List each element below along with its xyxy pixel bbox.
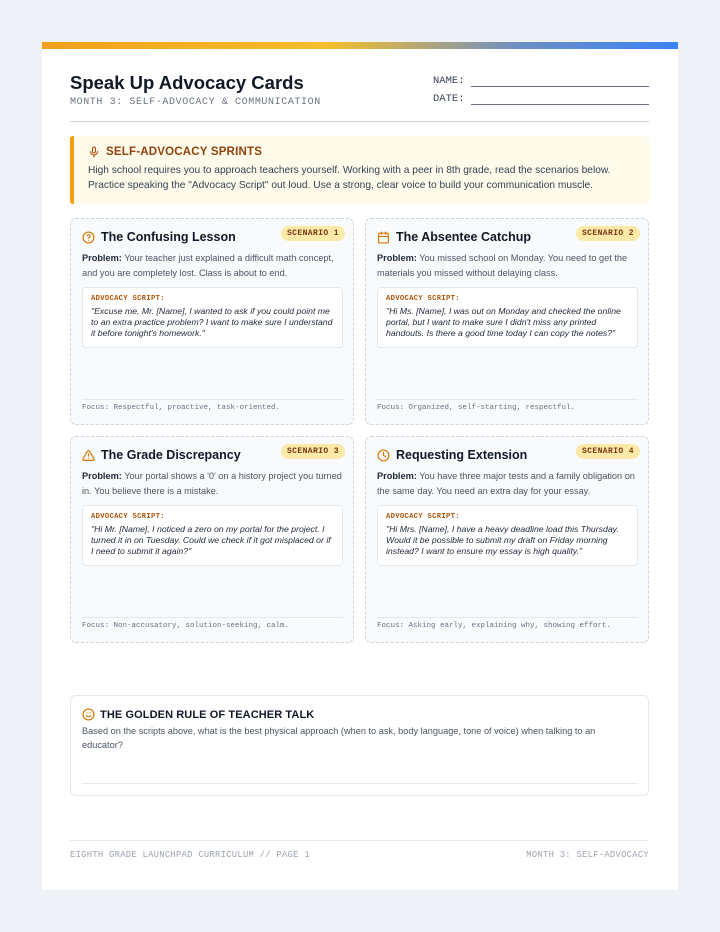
script-text: "Excuse me, Mr. [Name], I wanted to ask if you could point me to an extra practice problem? I want to make sure I understand it before tonight's homework." [91,306,333,338]
golden-rule-prompt: Based on the scripts above, what is the best physical approach (when to ask, body language, tone of voice) when talking to an educator? [82,726,596,750]
problem-label: Problem: [377,253,417,263]
footer-divider [70,840,649,841]
clock-icon [377,449,390,462]
scenario-card-3 [70,436,354,643]
microphone-icon [88,146,100,158]
scenario-card-4 [365,436,649,643]
card-title [377,230,531,244]
callout-text: High school requires you to approach teachers yourself. Working with a peer in 8th grade, read the scenarios below. Practice speaking the "Advocacy Script" out loud. Use a strong, clear voice to build your communication muscle. [88,165,611,191]
name-line[interactable] [471,77,649,87]
focus-text: Focus: Asking early, explaining why, showing effort. [377,622,612,630]
problem-text [82,469,344,499]
gradient-top-bar [42,42,678,49]
scenario-card-1 [70,218,354,425]
problem-label: Problem: [377,471,417,481]
card-title-text: The Grade Discrepancy [101,448,241,462]
footer-left: EIGHTH GRADE LAUNCHPAD CURRICULUM // PAGE 1 [70,850,310,860]
card-title [377,448,527,462]
warning-triangle-icon [82,449,95,462]
problem-label: Problem: [82,253,122,263]
question-circle-icon [82,231,95,244]
card-divider [377,399,638,400]
page-subtitle: MONTH 3: SELF-ADVOCACY & COMMUNICATION [70,97,321,108]
problem-body: Your portal shows a '0' on a history project you turned in. You believe there is a mistake. [82,471,342,496]
card-divider [82,399,343,400]
advocacy-script-box [377,505,638,566]
focus-text: Focus: Respectful, proactive, task-oriented. [82,404,281,412]
problem-label: Problem: [82,471,122,481]
card-title-text: The Absentee Catchup [396,230,531,244]
date-line[interactable] [471,95,649,105]
scenario-badge: SCENARIO 1 [281,226,345,241]
name-label: NAME: [433,75,465,87]
golden-rule-box [70,695,649,796]
script-label: ADVOCACY SCRIPT: [91,513,165,521]
script-text: "Hi Mrs. [Name], I have a heavy deadline load this Thursday. Would it be possible to submit my draft on Friday morning instead? I want to ensure my essay is high quality." [386,524,619,556]
problem-text [377,469,639,499]
date-label: DATE: [433,93,465,105]
problem-body: You have three major tests and a family obligation on the same day. You need an extra day for your essay. [377,471,635,496]
card-divider [82,617,343,618]
script-label: ADVOCACY SCRIPT: [386,513,460,521]
focus-text: Focus: Organized, self-starting, respectful. [377,404,576,412]
scenario-badge: SCENARIO 3 [281,444,345,459]
name-field[interactable] [433,75,649,87]
page-title: Speak Up Advocacy Cards [70,72,304,93]
callout-heading-text: SELF-ADVOCACY SPRINTS [106,146,263,158]
advocacy-script-box [82,505,343,566]
footer-right: MONTH 3: SELF-ADVOCACY [526,850,649,860]
card-title [82,230,236,244]
header-divider [70,121,649,122]
problem-text [377,251,639,281]
card-title [82,448,241,462]
script-label: ADVOCACY SCRIPT: [91,295,165,303]
date-field[interactable] [433,93,649,105]
advocacy-script-box [377,287,638,348]
advocacy-script-box [82,287,343,348]
scenario-badge: SCENARIO 2 [576,226,640,241]
smiley-icon [82,708,95,721]
problem-text [82,251,344,281]
answer-line[interactable] [82,783,637,784]
card-title-text: Requesting Extension [396,448,528,462]
callout-heading [88,146,635,158]
instructions-callout [70,136,649,204]
script-text: "Hi Ms. [Name], I was out on Monday and checked the online portal, but I want to make sure I didn't miss any printed handouts. Is there a good time today I can copy the notes?" [386,306,621,338]
card-title-text: The Confusing Lesson [101,230,236,244]
script-text: "Hi Mr. [Name], I noticed a zero on my portal for the project. I turned it in on Tuesday. Could we check if it got misplaced or if I need to submit it again?" [91,524,331,556]
worksheet-page [42,42,678,890]
golden-rule-heading-text: THE GOLDEN RULE OF TEACHER TALK [100,708,315,721]
scenario-badge: SCENARIO 4 [576,444,640,459]
card-divider [377,617,638,618]
golden-rule-heading [82,708,314,721]
scenario-card-2 [365,218,649,425]
problem-body: You missed school on Monday. You need to get the materials you missed without delaying class. [377,253,628,278]
focus-text: Focus: Non-accusatory, solution-seeking, calm. [82,622,290,630]
script-label: ADVOCACY SCRIPT: [386,295,460,303]
calendar-icon [377,231,390,244]
problem-body: Your teacher just explained a difficult math concept, and you are completely lost. Class is about to end. [82,253,334,278]
